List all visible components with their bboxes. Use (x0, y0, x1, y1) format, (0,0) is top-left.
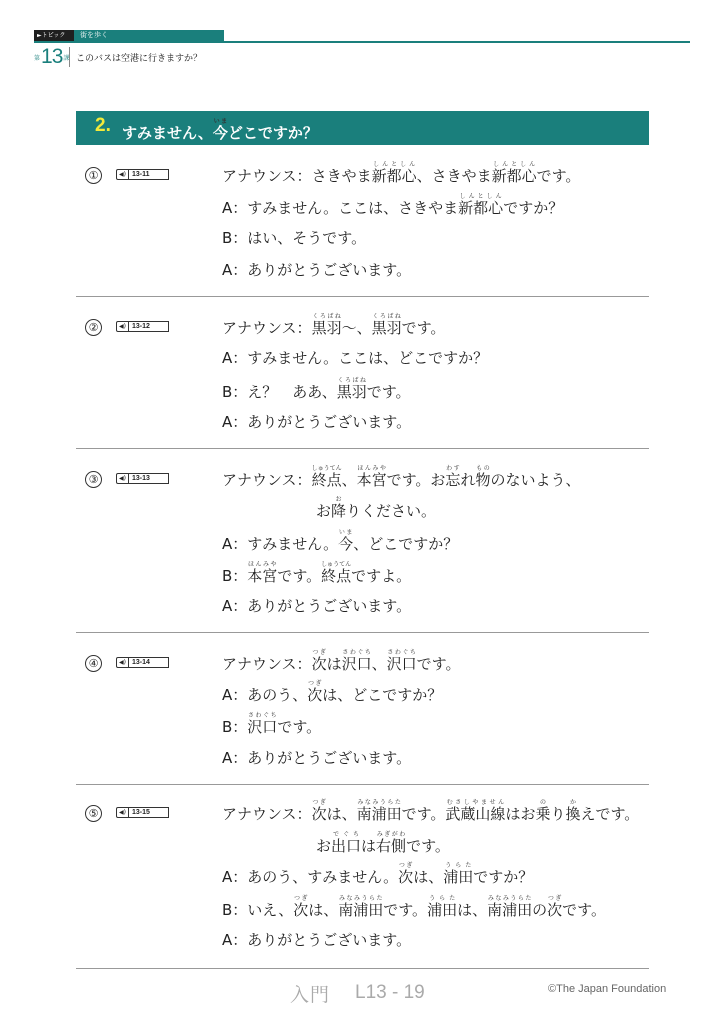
track-number: 13-14 (129, 657, 169, 668)
footer-copyright: ©The Japan Foundation (548, 983, 667, 995)
dialog-line: アナウンス：次つぎは沢口さわぐち、沢口さわぐちです。 (222, 649, 461, 673)
dialog-4 (76, 633, 649, 785)
dialog-line: アナウンス：さきやま新都心しんとしん、さきやま新都心しんとしんです。 (222, 161, 581, 185)
dialog-line: B：いえ、次つぎは、南浦田みなみうらたです。浦田うらたは、南浦田みなみうらたの次つぎです。 (222, 895, 606, 919)
dialog-line: A：すみません。今いま、どこですか？ (222, 529, 459, 553)
dialog-line: A：あのう、すみません。次つぎは、浦田うらたですか？ (222, 862, 534, 886)
speaker-icon: ◀) (116, 169, 129, 180)
dialog-line: A：あのう、次つぎは、どこですか？ (222, 680, 443, 704)
audio-track-button[interactable] (116, 807, 169, 818)
audio-track-button[interactable] (116, 657, 169, 668)
lesson-title: このバスは空港に行きますか？ (76, 54, 203, 64)
lesson-number-badge (34, 46, 69, 68)
dialog-line: アナウンス：次つぎは、南浦田みなみうらたです。武蔵山線むさしやませんはお乗のり換かえです。 (222, 799, 640, 823)
dialog-marker: ② (85, 319, 102, 336)
dialog-3 (76, 449, 649, 633)
footer-book-title: 入門 (290, 984, 331, 1006)
section-number: 2. (95, 115, 111, 136)
audio-track-button[interactable] (116, 321, 169, 332)
dialog-line: A：ありがとうございます。 (222, 413, 412, 431)
speaker-icon: ◀) (116, 473, 129, 484)
topic-tag: ►トピック (34, 30, 74, 41)
dialog-line-continued: お降おりください。 (316, 496, 437, 520)
track-number: 13-15 (129, 807, 169, 818)
dialog-1 (76, 145, 649, 297)
dialog-2 (76, 297, 649, 449)
track-number: 13-12 (129, 321, 169, 332)
dialog-line: A：ありがとうございます。 (222, 749, 412, 767)
lesson-suffix: 課 (63, 54, 70, 62)
speaker-icon: ◀) (116, 807, 129, 818)
dialog-line-continued: お出口でぐちは右側みぎがわです。 (316, 831, 450, 855)
track-number: 13-11 (129, 169, 169, 180)
track-number: 13-13 (129, 473, 169, 484)
dialog-marker: ① (85, 167, 102, 184)
header-divider (34, 41, 690, 43)
dialog-line: B：え？ ああ、黒羽くろばねです。 (222, 377, 411, 401)
speaker-icon: ◀) (116, 657, 129, 668)
dialog-marker: ④ (85, 655, 102, 672)
topic-name: 街を歩く (74, 30, 224, 41)
section-title: すみません、今いまどこですか？ (122, 118, 318, 142)
dialog-line: B：はい、そうです。 (222, 229, 367, 247)
dialog-line: アナウンス：黒羽くろばね～、黒羽くろばねです。 (222, 313, 446, 337)
dialog-line: A：ありがとうございます。 (222, 931, 412, 949)
dialog-line: B：沢口さわぐちです。 (222, 712, 322, 736)
dialog-line: アナウンス：終点しゅうてん、本宮ほんみやです。お忘わすれ物もののないよう、 (222, 465, 581, 489)
dialog-marker: ③ (85, 471, 102, 488)
header-separator (69, 47, 70, 67)
lesson-number: 13 (41, 45, 63, 68)
dialog-line: A：すみません。ここは、さきやま新都心しんとしんですか？ (222, 193, 564, 217)
dialog-line: A：ありがとうございます。 (222, 597, 412, 615)
dialog-line: A：すみません。ここは、どこですか？ (222, 349, 489, 367)
dialog-5 (76, 785, 649, 969)
speaker-icon: ◀) (116, 321, 129, 332)
footer-page-number: L13 - 19 (355, 982, 425, 1003)
dialog-marker: ⑤ (85, 805, 102, 822)
dialog-line: A：ありがとうございます。 (222, 261, 412, 279)
lesson-prefix: 第 (34, 54, 41, 62)
dialog-line: B：本宮ほんみやです。終点しゅうてんですよ。 (222, 561, 412, 585)
audio-track-button[interactable] (116, 473, 169, 484)
audio-track-button[interactable] (116, 169, 169, 180)
